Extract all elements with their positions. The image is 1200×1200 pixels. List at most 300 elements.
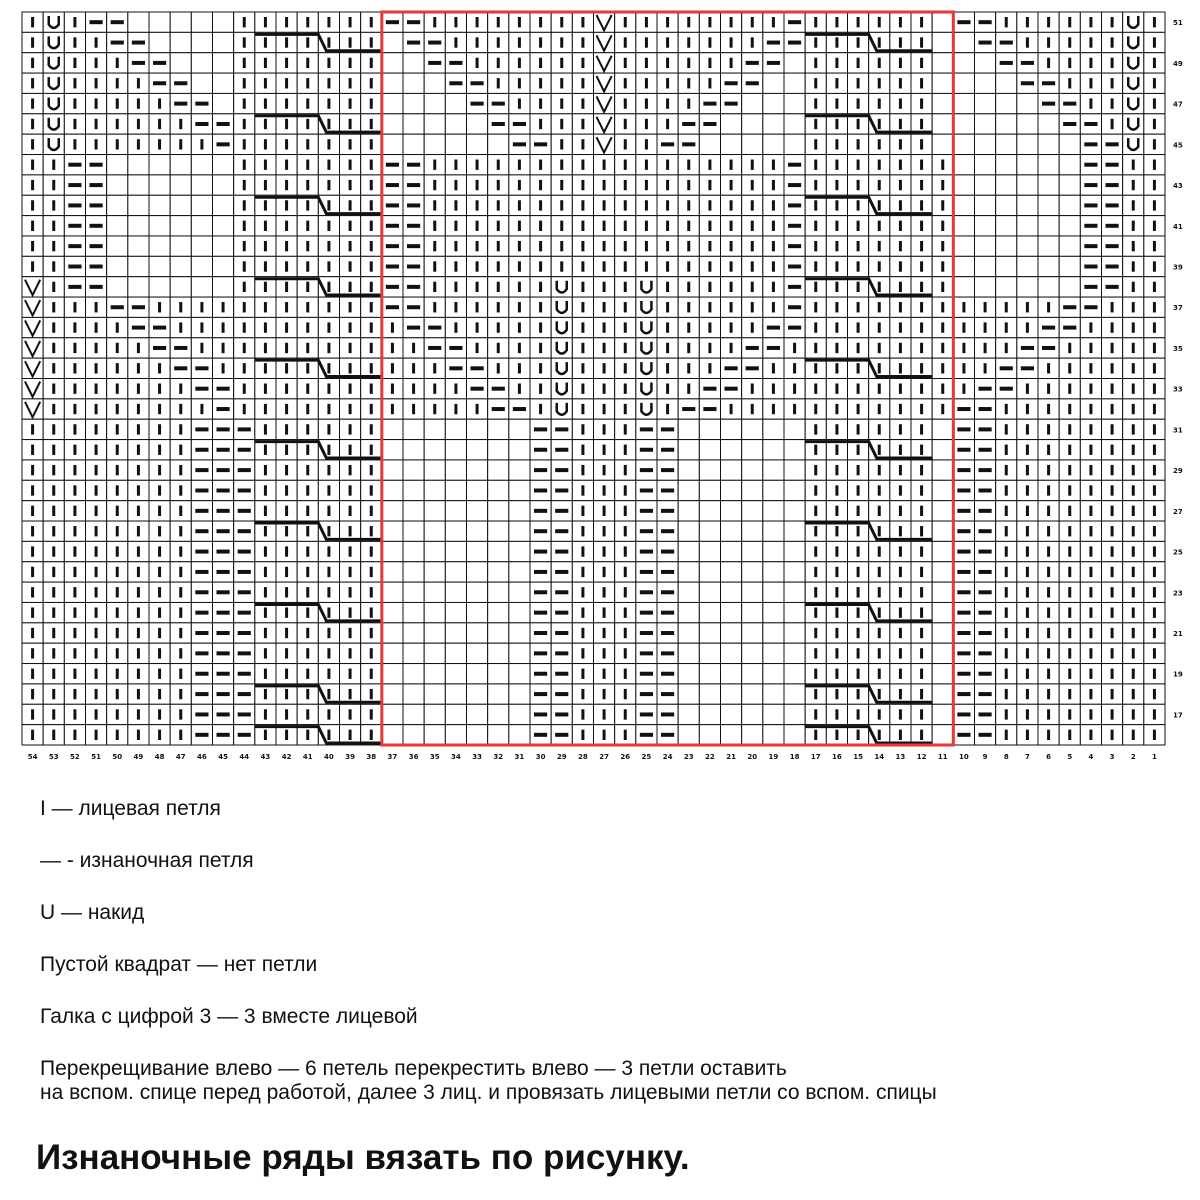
column-number: 15 (853, 753, 863, 761)
column-number: 24 (662, 753, 673, 761)
chart-cell (996, 155, 1017, 175)
chart-cell (721, 440, 742, 460)
chart-cell (213, 93, 234, 113)
column-number: 34 (451, 753, 461, 761)
row-number: 33 (1173, 385, 1183, 394)
chart-cell (382, 73, 403, 93)
chart-cell (953, 236, 974, 256)
chart-cell (1123, 93, 1144, 113)
chart-cell (1038, 216, 1059, 236)
chart-cell (1059, 236, 1080, 256)
chart-cell (636, 338, 657, 358)
chart-cell (509, 541, 530, 561)
chart-cell (467, 725, 488, 745)
chart-cell (382, 501, 403, 521)
chart-cell (996, 114, 1017, 134)
chart-cell (699, 460, 720, 480)
chart-cell (953, 175, 974, 195)
chart-cell (932, 419, 953, 439)
column-number: 14 (874, 753, 885, 761)
chart-cell (43, 73, 64, 93)
chart-cell (170, 12, 191, 32)
chart-cell (784, 623, 805, 643)
column-number: 5 (1067, 753, 1073, 761)
chart-cell (784, 725, 805, 745)
chart-cell (932, 521, 953, 541)
chart-cell (953, 256, 974, 276)
chart-cell (784, 704, 805, 724)
chart-cell (509, 460, 530, 480)
chart-cell (382, 582, 403, 602)
chart-cell (382, 93, 403, 113)
column-number: 32 (493, 753, 504, 761)
chart-cell (170, 236, 191, 256)
chart-cell (467, 114, 488, 134)
chart-cell (467, 623, 488, 643)
chart-cell (1123, 134, 1144, 154)
chart-cell (403, 602, 424, 622)
chart-cell (784, 602, 805, 622)
chart-cell (213, 277, 234, 297)
chart-cell (699, 440, 720, 460)
row-number: 49 (1173, 59, 1183, 68)
chart-cell (382, 623, 403, 643)
column-number: 30 (535, 753, 546, 761)
chart-cell (509, 419, 530, 439)
chart-cell (721, 725, 742, 745)
chart-cell (445, 623, 466, 643)
chart-cell (678, 480, 699, 500)
chart-cell (149, 155, 170, 175)
column-number: 54 (27, 753, 38, 761)
chart-cell (932, 134, 953, 154)
column-number: 29 (556, 753, 567, 761)
chart-cell (975, 195, 996, 215)
chart-cell (932, 602, 953, 622)
chart-cell (932, 562, 953, 582)
chart-cell (509, 562, 530, 582)
chart-cell (509, 501, 530, 521)
chart-cell (445, 501, 466, 521)
chart-cell (699, 664, 720, 684)
chart-cell (636, 277, 657, 297)
chart-cell (403, 725, 424, 745)
chart-cell (975, 256, 996, 276)
chart-cell (975, 73, 996, 93)
chart-cell (678, 419, 699, 439)
chart-cell (170, 53, 191, 73)
chart-cell (43, 12, 64, 32)
chart-cell (763, 684, 784, 704)
chart-cell (763, 664, 784, 684)
chart-cell (382, 460, 403, 480)
chart-cell (932, 664, 953, 684)
row-number: 17 (1173, 711, 1183, 720)
chart-cell (382, 419, 403, 439)
column-number: 35 (429, 753, 440, 761)
chart-cell (149, 32, 170, 52)
chart-cell (403, 623, 424, 643)
chart-cell (678, 521, 699, 541)
chart-cell (467, 602, 488, 622)
chart-cell (763, 480, 784, 500)
chart-cell (932, 93, 953, 113)
chart-cell (953, 134, 974, 154)
chart-cell (953, 195, 974, 215)
chart-cell (763, 562, 784, 582)
chart-cell (488, 440, 509, 460)
chart-cell (382, 440, 403, 460)
chart-cell (488, 684, 509, 704)
chart-cell (975, 175, 996, 195)
chart-cell (424, 704, 445, 724)
chart-cell (445, 114, 466, 134)
chart-cell (213, 175, 234, 195)
chart-cell (699, 704, 720, 724)
chart-cell (128, 236, 149, 256)
chart-cell (678, 501, 699, 521)
row-number: 37 (1173, 304, 1183, 313)
column-number: 12 (916, 753, 927, 761)
row-number: 23 (1173, 589, 1183, 598)
row-number: 19 (1173, 670, 1183, 679)
chart-cell (721, 501, 742, 521)
chart-cell (509, 602, 530, 622)
chart-cell (170, 155, 191, 175)
row-number: 31 (1173, 426, 1183, 435)
chart-cell (191, 216, 212, 236)
chart-cell (699, 643, 720, 663)
chart-cell (742, 704, 763, 724)
chart-cell (932, 684, 953, 704)
column-number: 3 (1109, 753, 1115, 761)
chart-cell (932, 643, 953, 663)
chart-cell (424, 134, 445, 154)
chart-cell (636, 379, 657, 399)
chart-cell (721, 643, 742, 663)
chart-cell (699, 501, 720, 521)
row-number: 21 (1173, 630, 1183, 639)
chart-cell (763, 602, 784, 622)
chart-cell (953, 155, 974, 175)
legend-purl: — - изнаночная петля (40, 849, 254, 872)
chart-cell (742, 521, 763, 541)
chart-cell (382, 541, 403, 561)
chart-cell (403, 114, 424, 134)
chart-cell (763, 93, 784, 113)
chart-cell (213, 236, 234, 256)
chart-cell (763, 582, 784, 602)
chart-cell (1038, 256, 1059, 276)
chart-cell (1123, 73, 1144, 93)
chart-cell (467, 440, 488, 460)
chart-cell (932, 440, 953, 460)
chart-cell (424, 501, 445, 521)
column-number: 11 (937, 753, 948, 761)
row-number: 39 (1173, 263, 1183, 272)
column-number: 18 (789, 753, 800, 761)
chart-cell (445, 93, 466, 113)
chart-cell (191, 236, 212, 256)
chart-cell (424, 541, 445, 561)
column-number: 37 (387, 753, 398, 761)
column-number: 23 (683, 753, 694, 761)
chart-cell (636, 399, 657, 419)
chart-cell (445, 419, 466, 439)
chart-cell (445, 643, 466, 663)
column-number: 41 (302, 753, 313, 761)
chart-cell (636, 317, 657, 337)
chart-cell (699, 582, 720, 602)
chart-cell (149, 277, 170, 297)
chart-cell (107, 195, 128, 215)
column-number: 21 (726, 753, 736, 761)
chart-cell (932, 73, 953, 93)
chart-cell (467, 562, 488, 582)
chart-cell (742, 419, 763, 439)
chart-cell (721, 684, 742, 704)
legend-yarn-over: U — накид (40, 901, 145, 924)
chart-cell (488, 460, 509, 480)
chart-cell (784, 501, 805, 521)
chart-cell (488, 134, 509, 154)
chart-cell (1017, 155, 1038, 175)
purl-rows-note: Изнаночные ряды вязать по рисунку. (36, 1138, 690, 1177)
chart-cell (932, 460, 953, 480)
chart-cell (170, 277, 191, 297)
chart-cell (742, 684, 763, 704)
chart-cell (1123, 114, 1144, 134)
chart-cell (953, 277, 974, 297)
column-number: 13 (895, 753, 906, 761)
column-number: 27 (599, 753, 609, 761)
column-number: 47 (175, 753, 186, 761)
chart-cell (424, 440, 445, 460)
chart-cell (467, 134, 488, 154)
chart-cell (742, 664, 763, 684)
chart-cell (43, 134, 64, 154)
chart-cell (742, 643, 763, 663)
chart-cell (1059, 216, 1080, 236)
chart-cell (170, 216, 191, 236)
chart-cell (763, 419, 784, 439)
chart-cell (975, 277, 996, 297)
chart-cell (382, 53, 403, 73)
chart-cell (699, 562, 720, 582)
chart-cell (382, 134, 403, 154)
chart-cell (699, 623, 720, 643)
chart-cell (551, 277, 572, 297)
chart-cell (467, 521, 488, 541)
chart-cell (488, 541, 509, 561)
chart-cell (784, 643, 805, 663)
chart-cell (636, 358, 657, 378)
chart-cell (1017, 175, 1038, 195)
chart-cell (742, 602, 763, 622)
chart-cell (932, 32, 953, 52)
chart-cell (699, 684, 720, 704)
chart-cell (1038, 236, 1059, 256)
chart-cell (424, 480, 445, 500)
chart-cell (128, 256, 149, 276)
chart-cell (467, 460, 488, 480)
chart-cell (784, 664, 805, 684)
chart-cell (403, 521, 424, 541)
chart-cell (742, 480, 763, 500)
legend-k3tog: Галка с цифрой 3 — 3 вместе лицевой (40, 1005, 418, 1028)
chart-cell (1038, 155, 1059, 175)
chart-cell (721, 134, 742, 154)
chart-cell (467, 480, 488, 500)
chart-cell (467, 419, 488, 439)
chart-cell (107, 256, 128, 276)
chart-cell (424, 419, 445, 439)
chart-cell (763, 623, 784, 643)
column-number: 9 (982, 753, 988, 761)
chart-cell (784, 582, 805, 602)
column-number: 10 (959, 753, 969, 761)
chart-cell (996, 236, 1017, 256)
column-number: 38 (366, 753, 377, 761)
chart-cell (403, 562, 424, 582)
chart-cell (996, 93, 1017, 113)
column-number: 26 (620, 753, 631, 761)
column-numbers (28, 753, 1157, 761)
row-number: 35 (1173, 344, 1183, 353)
chart-cell (678, 541, 699, 561)
chart-cell (699, 541, 720, 561)
chart-cell (721, 541, 742, 561)
chart-cell (1017, 277, 1038, 297)
chart-cell (191, 195, 212, 215)
chart-cell (721, 582, 742, 602)
row-number: 25 (1173, 548, 1183, 557)
chart-cell (551, 399, 572, 419)
chart-cell (1017, 114, 1038, 134)
chart-cell (1059, 155, 1080, 175)
chart-cell (445, 480, 466, 500)
legend-cable-line2: на вспом. спице перед работой, далее 3 лиц. и провязать лицевыми петли со вспом. спицы (40, 1081, 937, 1104)
chart-cell (128, 216, 149, 236)
chart-cell (721, 602, 742, 622)
chart-cell (784, 114, 805, 134)
chart-cell (467, 643, 488, 663)
chart-cell (699, 480, 720, 500)
chart-cell (1017, 256, 1038, 276)
chart-cell (107, 236, 128, 256)
legend-cable-line1: Перекрещивание влево — 6 петель перекрестить влево — 3 петли оставить (40, 1057, 787, 1080)
chart-cell (763, 501, 784, 521)
chart-cell (424, 114, 445, 134)
chart-cell (699, 419, 720, 439)
column-number: 51 (91, 753, 101, 761)
chart-cell (488, 582, 509, 602)
chart-cell (551, 379, 572, 399)
chart-cell (403, 440, 424, 460)
chart-cell (763, 541, 784, 561)
chart-cell (149, 195, 170, 215)
chart-cell (699, 521, 720, 541)
chart-cell (784, 53, 805, 73)
chart-cell (213, 73, 234, 93)
chart-cell (382, 664, 403, 684)
chart-cell (678, 460, 699, 480)
chart-cell (128, 195, 149, 215)
chart-cell (975, 53, 996, 73)
chart-cell (932, 725, 953, 745)
chart-cell (382, 521, 403, 541)
column-number: 6 (1046, 753, 1052, 761)
chart-cell (424, 725, 445, 745)
column-number: 22 (705, 753, 715, 761)
column-number: 4 (1088, 753, 1094, 761)
row-number: 27 (1173, 507, 1183, 516)
chart-cell (424, 460, 445, 480)
chart-cell (784, 134, 805, 154)
chart-cell (445, 602, 466, 622)
chart-cell (996, 256, 1017, 276)
chart-cell (382, 114, 403, 134)
chart-cell (678, 643, 699, 663)
column-number: 20 (747, 753, 758, 761)
chart-cell (488, 602, 509, 622)
chart-cell (403, 501, 424, 521)
chart-cell (975, 236, 996, 256)
chart-cell (382, 725, 403, 745)
chart-cell (509, 521, 530, 541)
chart-cell (742, 541, 763, 561)
chart-cell (678, 602, 699, 622)
chart-cell (488, 664, 509, 684)
chart-cell (763, 114, 784, 134)
chart-cell (721, 460, 742, 480)
chart-cell (1059, 277, 1080, 297)
chart-cell (742, 93, 763, 113)
chart-cell (424, 643, 445, 663)
chart-cell (107, 175, 128, 195)
chart-cell (742, 725, 763, 745)
chart-cell (488, 623, 509, 643)
chart-cell (1038, 134, 1059, 154)
chart-cell (763, 440, 784, 460)
chart-cell (213, 155, 234, 175)
column-number: 16 (832, 753, 842, 761)
row-number: 47 (1173, 100, 1183, 109)
chart-cell (382, 562, 403, 582)
column-number: 40 (324, 753, 334, 761)
column-number: 39 (345, 753, 355, 761)
chart-cell (445, 725, 466, 745)
chart-cell (43, 93, 64, 113)
chart-cell (467, 582, 488, 602)
chart-cell (996, 175, 1017, 195)
chart-cell (721, 623, 742, 643)
chart-cell (488, 725, 509, 745)
chart-cell (509, 623, 530, 643)
chart-cell (636, 297, 657, 317)
column-number: 42 (281, 753, 292, 761)
chart-cell (403, 480, 424, 500)
column-number: 53 (48, 753, 59, 761)
column-number: 50 (112, 753, 123, 761)
chart-cell (213, 256, 234, 276)
chart-cell (784, 419, 805, 439)
chart-cell (953, 93, 974, 113)
chart-cell (403, 664, 424, 684)
chart-cell (424, 602, 445, 622)
chart-cell (467, 664, 488, 684)
chart-cell (1123, 12, 1144, 32)
